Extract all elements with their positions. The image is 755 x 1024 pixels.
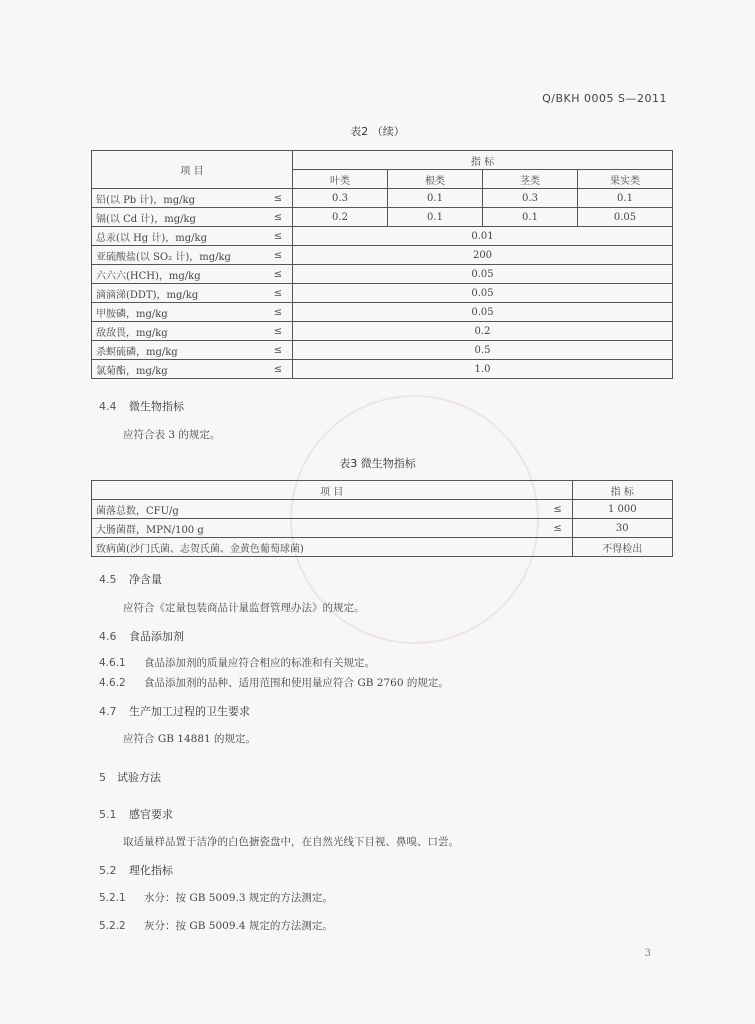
cell-value: 0.2: [293, 322, 673, 341]
section-heading: 5.2 理化指标: [99, 864, 173, 877]
numbered-paragraph: 5.2.1 水分：按 GB 5009.3 规定的方法测定。: [99, 892, 333, 904]
le-sign: ≤: [264, 303, 293, 322]
row-name: 总汞(以 Hg 计)，mg/kg: [92, 227, 265, 246]
cell-value: 30: [572, 519, 672, 538]
le-sign: ≤: [264, 284, 293, 303]
numbered-paragraph: 4.6.1 食品添加剂的质量应符合相应的标准和有关规定。: [99, 657, 375, 669]
table2-subheader: 根类: [388, 170, 483, 189]
cell-value: 200: [293, 246, 673, 265]
row-name: 菌落总数，CFU/g: [92, 500, 544, 519]
le-sign: ≤: [264, 265, 293, 284]
row-name: 氯菊酯，mg/kg: [92, 360, 265, 379]
section-heading: 4.5 净含量: [99, 573, 162, 586]
cell-value: 0.05: [293, 303, 673, 322]
standard-code: Q/BKH 0005 S—2011: [542, 92, 667, 105]
paragraph: 应符合表 3 的规定。: [123, 429, 221, 441]
cell-value: 0.1: [483, 208, 578, 227]
table2: [91, 150, 673, 379]
row-name: 铅(以 Pb 计)，mg/kg: [92, 189, 265, 208]
le-sign: [544, 538, 573, 557]
cell-value: 不得检出: [572, 538, 672, 557]
table-row: [92, 265, 673, 284]
le-sign: ≤: [264, 341, 293, 360]
le-sign: ≤: [264, 360, 293, 379]
section-heading: 5.1 感官要求: [99, 808, 173, 821]
le-sign: ≤: [264, 208, 293, 227]
numbered-paragraph: 5.2.2 灰分：按 GB 5009.4 规定的方法测定。: [99, 920, 333, 932]
numbered-paragraph: 4.6.2 食品添加剂的品种、适用范围和使用量应符合 GB 2760 的规定。: [99, 677, 449, 689]
cell-value: 0.3: [293, 189, 388, 208]
table3-caption: 表3 微生物指标: [339, 457, 416, 470]
le-sign: ≤: [264, 322, 293, 341]
table2-caption: 表2 （续）: [350, 125, 405, 138]
table-row: [92, 284, 673, 303]
row-name: 亚硫酸盐(以 SO₂ 计)，mg/kg: [92, 246, 265, 265]
cell-value: 0.05: [578, 208, 673, 227]
cell-value: 0.05: [293, 284, 673, 303]
cell-value: 0.1: [388, 208, 483, 227]
table3-header-item: 项 目: [92, 481, 573, 500]
row-name: 大肠菌群，MPN/100 g: [92, 519, 544, 538]
section-heading: 4.6 食品添加剂: [99, 630, 184, 643]
table2-subheader: 茎类: [483, 170, 578, 189]
le-sign: ≤: [264, 189, 293, 208]
row-name: 滴滴涕(DDT)，mg/kg: [92, 284, 265, 303]
le-sign: ≤: [544, 500, 573, 519]
row-name: 敌敌畏，mg/kg: [92, 322, 265, 341]
cell-value: 0.2: [293, 208, 388, 227]
table2-subheader: 果实类: [578, 170, 673, 189]
page-number: 3: [644, 948, 651, 959]
table-row: [92, 538, 673, 557]
table-row: [92, 322, 673, 341]
cell-value: 1.0: [293, 360, 673, 379]
cell-value: 0.1: [388, 189, 483, 208]
table3: [91, 480, 673, 557]
table-row: [92, 208, 673, 227]
table2-header-item: 项 目: [92, 151, 293, 189]
row-name: 杀螟硫磷，mg/kg: [92, 341, 265, 360]
table-row: [92, 500, 673, 519]
cell-value: 0.1: [578, 189, 673, 208]
chapter-heading: 5 试验方法: [99, 771, 161, 784]
table-row: [92, 519, 673, 538]
cell-value: 0.3: [483, 189, 578, 208]
cell-value: 0.5: [293, 341, 673, 360]
cell-value: 0.01: [293, 227, 673, 246]
table2-subheader: 叶类: [293, 170, 388, 189]
section-heading: 4.7 生产加工过程的卫生要求: [99, 705, 250, 718]
table3-header-index: 指 标: [572, 481, 672, 500]
table-row: [92, 360, 673, 379]
table-row: [92, 303, 673, 322]
row-name: 镉(以 Cd 计)，mg/kg: [92, 208, 265, 227]
cell-value: 0.05: [293, 265, 673, 284]
table-row: [92, 189, 673, 208]
table2-header-index: 指 标: [293, 151, 673, 170]
row-name: 致病菌(沙门氏菌、志贺氏菌、金黄色葡萄球菌): [92, 538, 544, 557]
row-name: 甲胺磷，mg/kg: [92, 303, 265, 322]
row-name: 六六六(HCH)，mg/kg: [92, 265, 265, 284]
table-row: [92, 227, 673, 246]
le-sign: ≤: [264, 227, 293, 246]
table-row: [92, 341, 673, 360]
cell-value: 1 000: [572, 500, 672, 519]
paragraph: 取适量样品置于洁净的白色搪瓷盘中，在自然光线下目视、鼻嗅、口尝。: [123, 836, 459, 848]
table-row: [92, 246, 673, 265]
paragraph: 应符合 GB 14881 的规定。: [123, 733, 257, 745]
le-sign: ≤: [264, 246, 293, 265]
section-heading: 4.4 微生物指标: [99, 400, 184, 413]
paragraph: 应符合《定量包装商品计量监督管理办法》的规定。: [123, 602, 365, 614]
le-sign: ≤: [544, 519, 573, 538]
